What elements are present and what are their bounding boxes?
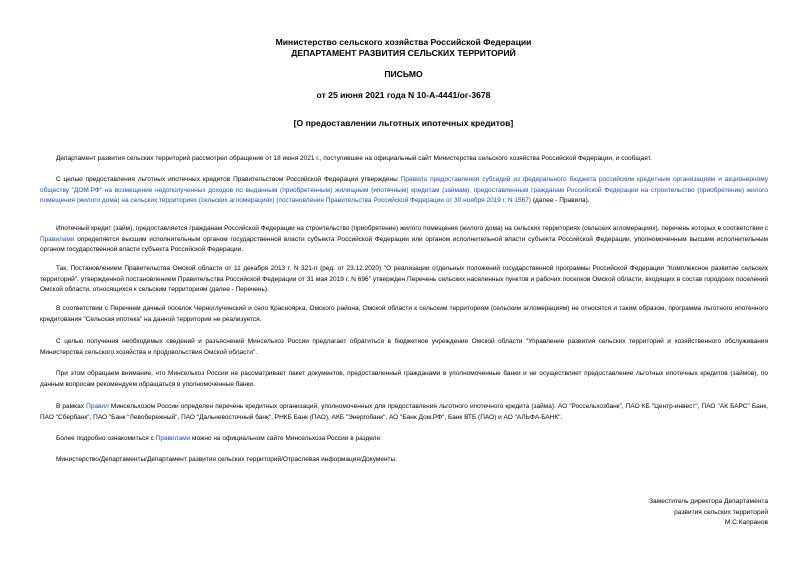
paragraph-3: Ипотечный кредит (займ), предоставляется гражданам Российской Федерации на строительство (приобретение) жилого помещения (жилого дома) на сельских территориях (сельских агломерациях), перечень которых в соответствии с Правилами определяется высшим исполнительным органом государственной власти субъекта Российской Федерации или органом исполнительной власти субъекта Российской Федерации, уполномоченным высшим исполнительным органом государственной власти субъекта Российской Федерации. (40, 225, 768, 254)
ministry-name: Министерство сельского хозяйства Российской Федерации (275, 37, 532, 47)
paragraph-5: В соответствии с Перечнем дачный поселок Черноглучинский и село Красноярка, Омского района, Омской области к сельским территориям (сельским агломерациям) не относятся и таким образом, программа льготного ипотечного кредитования "Сельская ипотека" на данной территории не реализуется. (40, 305, 768, 323)
rules-link[interactable]: Правилами (155, 435, 191, 442)
paragraph-4: Так, Постановлением Правительства Омской области от 11 декабря 2013 г. N 321-п (ред. от 23.12.2020) "О реализации отдельных положений государственной программы Российской Федерации "Комплексное развитие сельских территорий", утвержденной постановлением Правительства Российской Федерации от 31 мая 2019 г. N 696" утвержден Перечень сельских населенных пунктов и рабочих поселков Омской области, входящих в состав городских поселений Омской области, относящихся к сельским территориям (далее - Перечень). (40, 265, 768, 294)
paragraph-7: При этом обращаем внимание, что Минсельхоз России не рассматривает пакет документов, предоставленный гражданами в уполномоченные банки и не осуществляет предоставление льготных ипотечных кредитов (займов), по данным вопросам рекомендуем обращаться в уполномоченные банки. (40, 370, 768, 388)
document-subject: [О предоставлении льготных ипотечных кредитов] (293, 118, 514, 128)
document-date-number: от 25 июня 2021 года N 10-А-4441/ог-3678 (316, 90, 491, 100)
rules-link[interactable]: Правил (86, 403, 109, 410)
paragraph-6: С целью получения необходимых сведений и разъяснений Минсельхоз России предлагает обратиться в бюджетное учреждение Омской области "Управление развития сельских территорий и хозяйственного обслуживания Министерства сельского хозяйства и продовольствия Омской области". (40, 338, 768, 356)
signature-block (518, 497, 768, 529)
rules-link[interactable]: Правилами (40, 235, 75, 243)
paragraph-9: Более подробно ознакомиться с Правилами можно на официальном сайте Минсельхоза России в разделе: (56, 435, 382, 442)
signature-name: М.С.Капранов (724, 519, 768, 526)
signature-position: Заместитель директора Департамента (649, 498, 768, 505)
signature-department: развития сельских территорий (674, 508, 768, 516)
paragraph-1: Департамент развития сельских территорий рассмотрел обращение от 18 июня 2021 г., поступившее на официальный сайт Министерства сельского хозяйства Российской Федерации, и сообщает. (56, 155, 652, 162)
paragraph-10: Министерство/Департаменты/Департамент развития сельских территорий/Отраслевая информация/Документы. (56, 456, 398, 463)
paragraph-2: С целью предоставления льготных ипотечных кредитов Правительством Российской Федерации утверждены Правила предоставления субсидий из федерального бюджета российским кредитным организациям и акционерному обществу "ДОМ.РФ" на возмещение недополученных доходов по выданным (приобретенным) жилищным (ипотечным) кредитам (займам), предоставленным гражданам Российской Федерации на строительство (приобретение) жилого помещения (жилого дома) на сельских территориях (сельских агломерациях) (постановление Правительства Российской Федерации от 30 ноября 2019 г. N 1567) (далее - Правила). (40, 176, 769, 205)
department-name: ДЕПАРТАМЕНТ РАЗВИТИЯ СЕЛЬСКИХ ТЕРРИТОРИЙ (291, 48, 516, 58)
rules-link[interactable]: Правила предоставления субсидий из федерального бюджета российским кредитным организациям и акционерному обществу "ДОМ.РФ" на возмещение недополученных доходов по выданным (приобретенным) жилищным (ипотечным) кредитам (займам), предоставленным гражданам Российской Федерации на строительство (приобретение) жилого помещения (жилого дома) на сельских территориях (сельских агломерациях) (постановление Правительства Российской Федерации от 30 ноября 2019 г. N 1567) (40, 176, 769, 205)
paragraph-8: В рамках Правил Минсельхозом России определен перечень кредитных организаций, уполномоченных для предоставления льготного ипотечного кредита (займа): АО "Россельхозбанк", ПАО КБ "Центр-инвест", ПАО "АК БАРС" Банк, ПАО "Сбербанк", ПАО "Банк "Левобережный", ПАО "Дальневосточный банк", РНКБ Банк (ПАО), АКБ "Энергобанк", АО "Банк Дом.РФ", Банк ВТБ (ПАО) и АО "АЛЬФА-БАНК". (40, 403, 768, 421)
document-type: ПИСЬМО (384, 69, 423, 79)
